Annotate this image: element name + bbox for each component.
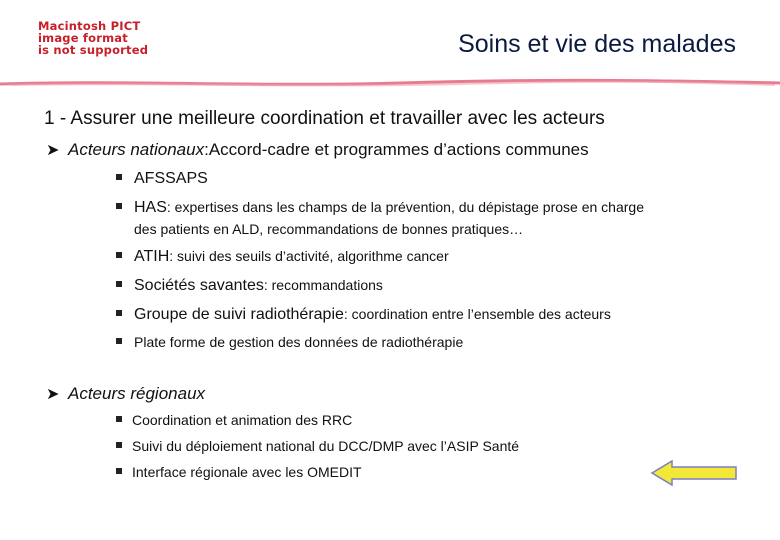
arrow-bullet-icon: ➤ bbox=[46, 142, 60, 159]
square-bullet-icon bbox=[116, 310, 122, 316]
pict-line-3: is not supported bbox=[38, 43, 149, 57]
list-item bbox=[116, 170, 208, 188]
square-bullet-icon bbox=[116, 468, 122, 474]
actor-detail: : suivi des seuils d’activité, algorithme cancer bbox=[169, 248, 449, 264]
actor-name: ATIH bbox=[134, 248, 170, 265]
actor-name: Groupe de suivi radiothérapie bbox=[134, 306, 344, 323]
unsupported-image-placeholder bbox=[38, 20, 178, 56]
square-bullet-icon bbox=[116, 442, 122, 448]
regional-item-text: Suivi du déploiement national du DCC/DMP avec l’ASIP Santé bbox=[132, 438, 520, 454]
arrow-bullet-icon: ➤ bbox=[46, 386, 60, 403]
actor-detail-continued: des patients en ALD, recommandations de bonnes pratiques… bbox=[134, 221, 524, 237]
square-bullet-icon bbox=[116, 416, 122, 422]
square-bullet-icon bbox=[116, 174, 122, 180]
list-item bbox=[116, 199, 644, 217]
list-item bbox=[116, 306, 611, 324]
actor-name: Plate forme de gestion des données de radiothérapie bbox=[134, 334, 464, 350]
title-divider bbox=[0, 76, 780, 90]
regional-actors-heading bbox=[46, 384, 205, 404]
national-actors-heading bbox=[46, 140, 589, 160]
list-item bbox=[116, 248, 449, 266]
slide-title: Soins et vie des malades bbox=[458, 30, 736, 58]
list-item bbox=[116, 412, 352, 428]
square-bullet-icon bbox=[116, 281, 122, 287]
left-arrow-icon bbox=[650, 459, 738, 487]
square-bullet-icon bbox=[116, 252, 122, 258]
national-actors-rest: :Accord-cadre et programmes d’actions communes bbox=[204, 140, 589, 159]
national-actors-label: Acteurs nationaux bbox=[68, 140, 205, 159]
regional-actors-label: Acteurs régionaux bbox=[68, 384, 206, 403]
list-item bbox=[116, 464, 362, 480]
pict-line-1: Macintosh PICT bbox=[38, 19, 141, 33]
actor-detail: : expertises dans les champs de la prévention, du dépistage prose en charge bbox=[166, 199, 644, 215]
actor-name: HAS bbox=[134, 199, 167, 216]
pict-line-2: image format bbox=[38, 31, 128, 45]
actor-detail: : coordination entre l’ensemble des acteurs bbox=[343, 306, 611, 322]
list-item bbox=[116, 334, 463, 350]
actor-detail: : recommandations bbox=[263, 277, 383, 293]
regional-item-text: Interface régionale avec les OMEDIT bbox=[132, 464, 362, 480]
list-item bbox=[116, 438, 519, 454]
actor-name: AFSSAPS bbox=[134, 170, 208, 187]
regional-item-text: Coordination et animation des RRC bbox=[132, 412, 353, 428]
section-heading: 1 - Assurer une meilleure coordination et travailler avec les acteurs bbox=[44, 108, 605, 129]
actor-name: Sociétés savantes bbox=[134, 277, 264, 294]
list-item bbox=[116, 277, 383, 295]
square-bullet-icon bbox=[116, 338, 122, 344]
square-bullet-icon bbox=[116, 203, 122, 209]
